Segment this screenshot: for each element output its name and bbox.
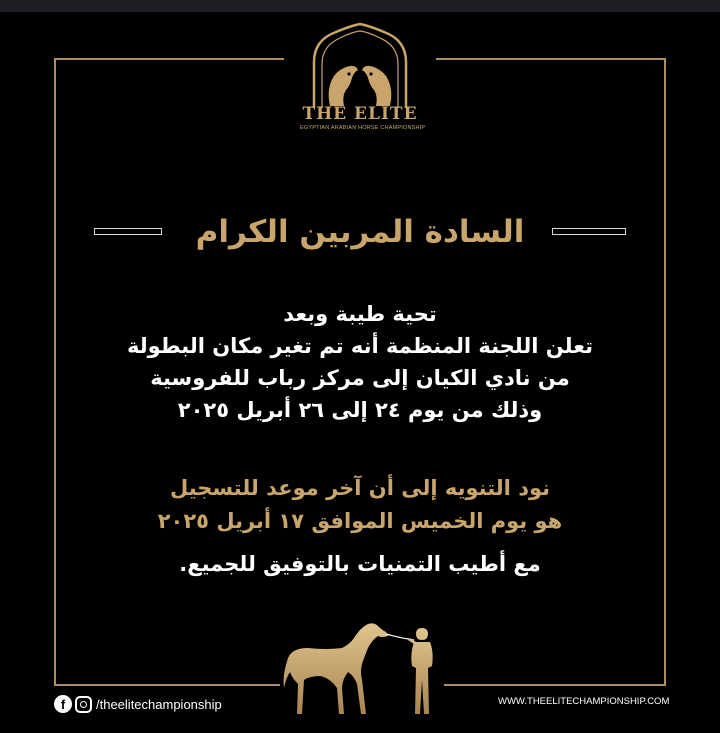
horse-and-handler-icon [282,618,442,720]
frame-bottom-right [444,684,666,686]
horse-heads-emblem-icon [300,22,420,108]
notice-line: نود التنويه إلى أن آخر موعد للتسجيل [169,476,551,500]
page-title: السادة المربين الكرام [195,214,525,250]
frame-top-left [54,58,284,60]
closing-line: مع أطيب التمنيات بالتوفيق للجميع. [179,552,541,576]
announcement-line: تحية طيبة وبعد [283,302,437,326]
announcement-line: من نادي الكيان إلى مركز رباب للفروسية [150,366,570,390]
social-handle[interactable]: /theelitechampionship [96,696,222,712]
website-link[interactable]: WWW.THEELITECHAMPIONSHIP.COM [498,696,670,707]
logo-title: THE ELITE [302,104,418,124]
social-links [54,693,222,715]
notice-line: هو يوم الخميس الموافق ١٧ أبريل ٢٠٢٥ [157,509,563,533]
announcement [60,298,660,426]
frame-left [54,58,56,686]
frame-top-right [436,58,666,60]
frame-bottom-left [54,684,280,686]
heading-row [94,210,626,254]
announcement-line: وذلك من يوم ٢٤ إلى ٢٦ أبريل ٢٠٢٥ [177,398,543,422]
instagram-icon[interactable] [75,696,92,713]
top-strip [0,0,720,12]
logo-subtitle: EGYPTIAN ARABIAN HORSE CHAMPIONSHIP [300,125,426,131]
registration-notice [60,472,660,538]
announcement-line: تعلن اللجنة المنظمة أنه تم تغير مكان البطولة [127,334,593,358]
elite-logo [300,22,426,140]
facebook-icon[interactable]: f [54,695,72,713]
frame-right [664,58,666,686]
